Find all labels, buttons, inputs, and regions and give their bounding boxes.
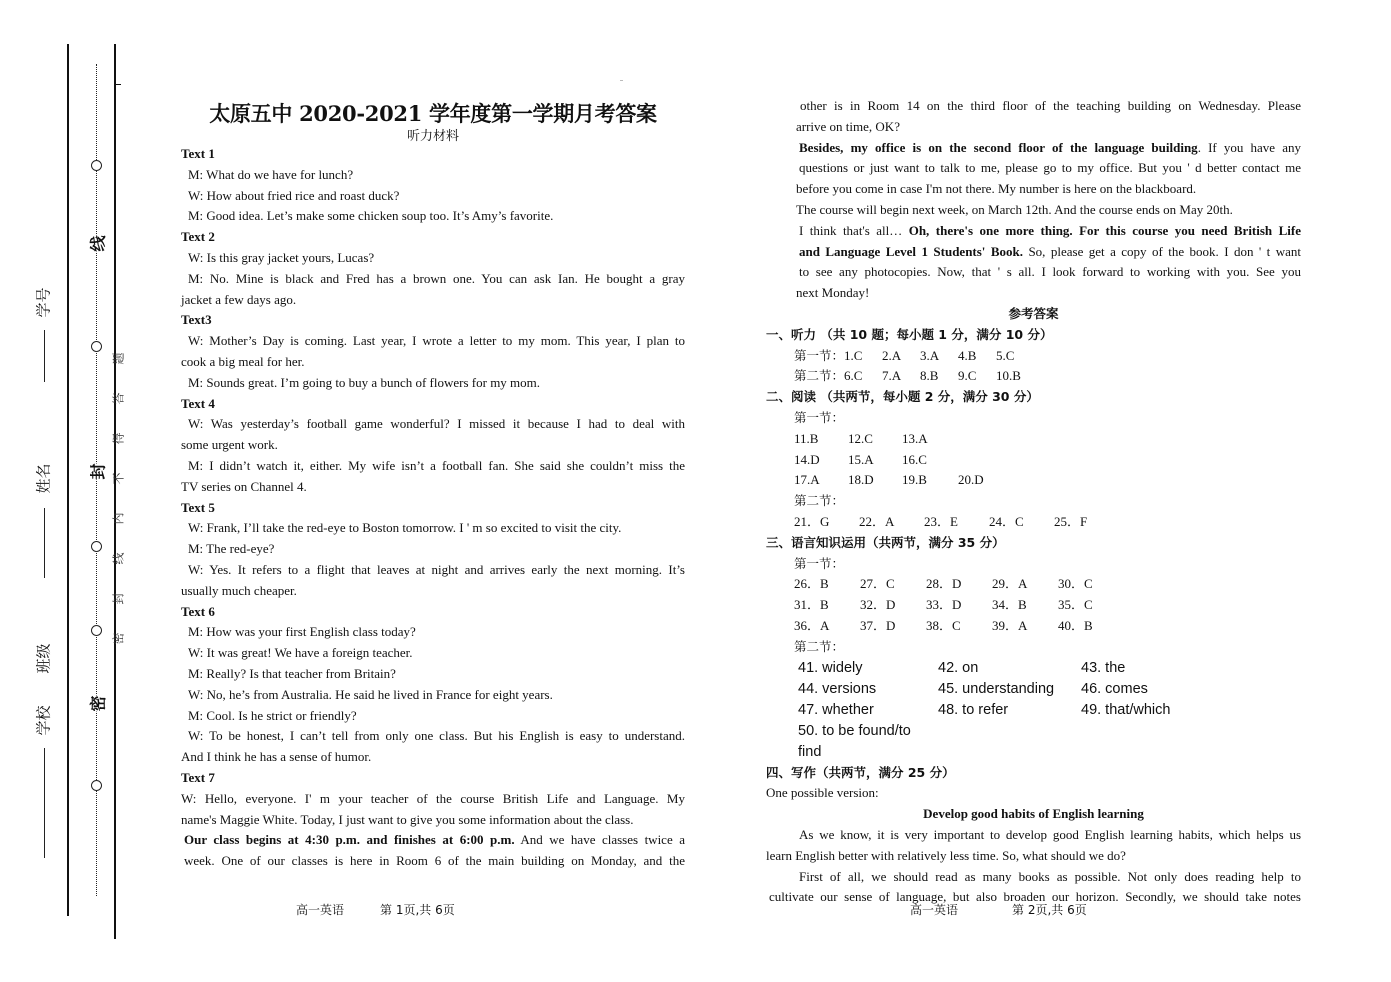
text7-bold-line (181, 830, 685, 851)
answer-item: 42. on (938, 659, 979, 676)
transcript-line: W: Yes. It refers to a flight that leaves at night and arrives early the next morning. It’s (188, 561, 685, 577)
answer-row (766, 700, 1301, 721)
answer-item: 14.D (794, 451, 820, 467)
answer-item: 39．A (992, 617, 1028, 633)
answer-item: 5.C (996, 347, 1015, 363)
margin-tick (114, 84, 121, 85)
transcript-line: W: Was yesterday’s football game wonderful? I missed it because I had to deal with (188, 416, 685, 432)
transcript-line: M: Sounds great. I’m going to buy a bunch of flowers for my mom. (188, 374, 541, 390)
version-label: One possible version: (766, 785, 879, 801)
answer-item: 25．F (1054, 513, 1088, 529)
transcript-line: M: How was your first English class today? (188, 624, 416, 640)
book-bold-1: Oh, there's one more thing. For this course you need British Life (908, 222, 1301, 238)
answer-row (766, 616, 1301, 637)
text-heading: Text 7 (181, 769, 215, 785)
answer-item: 27．C (860, 576, 895, 592)
footer-right-subject: 高一英语 (910, 903, 959, 917)
transcript-line: W: How about fried rice and roast duck? (188, 187, 400, 203)
page-title: 太原五中 2020-2021 学年度第一学期月考答案 (209, 101, 657, 126)
answer-item: 3.A (920, 347, 940, 363)
name-line (44, 508, 45, 578)
answer-row (766, 595, 1301, 616)
essay-line: learn English better with relatively less time. So, what should we do? (766, 847, 1126, 863)
essay-line: First of all, we should read as many books as possible. Not only does reading help to (799, 868, 1301, 884)
answer-item: 20.D (958, 472, 984, 488)
answer-item: 8.B (920, 368, 939, 384)
section4-title: 四、写作（共两节，满分 25 分） (766, 764, 955, 780)
warning-char: 答 (111, 392, 126, 405)
answer-item: 6.C (844, 368, 863, 384)
warning-char: 封 (111, 592, 126, 605)
answer-row (766, 574, 1301, 595)
answer-item: 21．G (794, 513, 830, 529)
transcript-line: other is in Room 14 on the third floor of the teaching building on Wednesday. Please (800, 98, 1301, 113)
answer-item: 45. understanding (938, 680, 1055, 697)
binding-hole-2 (91, 341, 102, 352)
scan-artifact (620, 80, 623, 81)
name-label: 姓名 (34, 463, 53, 494)
answer-item: 9.C (958, 368, 977, 384)
transcript-line: cook a big meal for her. (181, 353, 305, 369)
transcript-line: M: No. Mine is black and Fred has a brown one. You can ask Ian. He bought a gray (188, 270, 685, 286)
answer-row (766, 450, 1301, 471)
listening-subtitle: 听力材料 (406, 129, 459, 144)
text-heading: Text 6 (181, 603, 215, 619)
answer-item: 35．C (1058, 597, 1093, 613)
text-heading: Text 1 (181, 146, 215, 161)
answer-item: 10.B (996, 368, 1021, 384)
thats-all: I think that's all… (799, 222, 909, 238)
transcript-line: to see any photocopies. Now, that ' s all. I look forward to working with you. See you (799, 264, 1301, 280)
seal-dotted-line (96, 64, 97, 896)
transcript-line: W: Frank, I’ll take the red-eye to Boston tomorrow. I ' m so excited to visit the city. (188, 520, 622, 536)
answer-item: 32．D (860, 597, 896, 613)
class-time-rest: And we have classes twice a (514, 832, 685, 848)
answer-item: 1.C (844, 347, 863, 363)
answer-item: 18.D (848, 472, 874, 488)
footer-left-subject: 高一英语 (296, 903, 345, 917)
school-label: 学校 (34, 705, 53, 736)
transcript-line: M: Good idea. Let’s make some chicken soup too. It’s Amy’s favorite. (188, 208, 554, 224)
answer-item: 2.A (882, 347, 902, 363)
answer-row (766, 679, 1301, 700)
transcript-line: arrive on time, OK? (796, 118, 900, 134)
transcript-line: W: It was great! We have a foreign teacher. (188, 645, 413, 661)
class-label: 班级 (34, 643, 53, 674)
transcript-line: usually much cheaper. (181, 582, 297, 598)
answer-item: 34．B (992, 597, 1027, 613)
answer-row (766, 721, 1301, 763)
student-id-label: 学号 (34, 287, 53, 318)
warning-char: 不 (111, 472, 126, 485)
transcript-line: M: Cool. Is he strict or friendly? (188, 707, 357, 723)
transcript-line: M: The red-eye? (188, 541, 275, 557)
margin-inner-line (114, 44, 116, 939)
answer-item: 33．D (926, 597, 962, 613)
answer-item: 12.C (848, 430, 873, 446)
answer-item: 17.A (794, 472, 820, 488)
answer-row (766, 346, 1301, 367)
seal-char-line: 线 (86, 235, 109, 251)
warning-char: 得 (111, 432, 126, 445)
essay-line: As we know, it is very important to develop good English learning habits, which helps us (799, 826, 1301, 842)
answer-item: 7.A (882, 368, 902, 384)
answer-item: 22．A (859, 513, 895, 529)
answer-item: 40．B (1058, 617, 1093, 633)
answers-heading: 参考答案 (1008, 305, 1059, 321)
answer-item: 26．B (794, 576, 829, 592)
text-heading: Text 5 (181, 499, 215, 515)
section1-title: 一、听力 （共 10 题；每小题 1 分，满分 10 分） (766, 326, 1053, 342)
transcript-line: W: To be honest, I can’t tell from only one class. But his English is easy to understand. (188, 728, 685, 744)
section2-title: 二、阅读 （共两节，每小题 2 分，满分 30 分） (766, 389, 1039, 405)
seal-char-seal: 封 (86, 463, 109, 479)
answer-item: 28．D (926, 576, 962, 592)
answer-item: 44. versions (798, 680, 877, 697)
transcript-line: M: Really? Is that teacher from Britain? (188, 665, 396, 681)
text-heading: Text3 (181, 312, 212, 328)
essay-title: Develop good habits of English learning (923, 806, 1144, 822)
answer-item: 13.A (902, 430, 928, 446)
answer-item: 48. to refer (938, 701, 1009, 718)
essay-line: cultivate our sense of language, but also broaden our horizon. Secondly, we should take notes (769, 889, 1301, 905)
warning-char: 内 (111, 512, 126, 525)
warning-char: 线 (111, 552, 126, 565)
margin-outer-line (67, 44, 69, 916)
school-line (44, 748, 45, 858)
transcript-line: W: Is this gray jacket yours, Lucas? (188, 249, 375, 265)
footer-left-page: 第 1页,共 6页 (380, 903, 455, 917)
text-heading: Text 4 (181, 395, 215, 411)
answer-row (766, 429, 1301, 450)
part-label: 第一节： (794, 347, 845, 363)
student-id-line (44, 330, 45, 382)
answer-item: 38．C (926, 617, 961, 633)
binding-hole-3 (91, 541, 102, 552)
binding-hole-4 (91, 625, 102, 636)
answer-item: 4.B (958, 347, 977, 363)
answer-item: 47. whether (798, 701, 874, 718)
answer-row (766, 658, 1301, 679)
transcript-line (766, 221, 1301, 242)
transcript-line: And I think he has a sense of humor. (181, 749, 372, 765)
transcript-line: jacket a few days ago. (181, 291, 297, 307)
section3-title: 三、语言知识运用（共两节，满分 35 分） (766, 534, 1005, 550)
answer-item: 43. the (1081, 659, 1126, 676)
answer-item: 24．C (989, 513, 1024, 529)
text-heading: Text 2 (181, 229, 215, 245)
transcript-line: W: Hello, everyone. I' m your teacher of the course British Life and Language. My (181, 790, 685, 806)
book-bold-2: and Language Level 1 Students' Book. (799, 243, 1024, 259)
answer-item: 16.C (902, 451, 927, 467)
answer-item: 23．E (924, 513, 958, 529)
answer-row (766, 366, 1301, 387)
part-label: 第一节： (794, 555, 845, 571)
transcript-line: TV series on Channel 4. (181, 478, 307, 494)
part-label: 第一节： (794, 409, 845, 425)
listening-transcript (181, 144, 685, 872)
answer-item: 29．A (992, 576, 1028, 592)
seal-char-secret: 密 (86, 695, 109, 711)
transcript-line (766, 242, 1301, 263)
transcript-line: before you come in case I'm not there. My number is here on the blackboard. (796, 181, 1197, 197)
warning-char: 密 (111, 632, 126, 645)
binding-hole-1 (91, 160, 102, 171)
part-label: 第二节： (794, 493, 845, 509)
answer-item: 31．B (794, 597, 829, 613)
warning-char: 题 (111, 352, 126, 365)
part-label: 第二节： (794, 368, 845, 384)
answer-item: 15.A (848, 451, 874, 467)
binding-hole-5 (91, 780, 102, 791)
answer-item: 11.B (794, 430, 819, 446)
answer-item: 19.B (902, 472, 927, 488)
transcript-line: The course will begin next week, on March 12th. And the course ends on May 20th. (796, 201, 1233, 217)
book-rest: So, please get a copy of the book. I don ' t want (1023, 243, 1301, 259)
footer-right-page: 第 2页,共 6页 (1012, 903, 1087, 917)
right-page (766, 96, 1301, 908)
answer-item: 50. to be found/to find (798, 722, 911, 760)
transcript-line: name's Maggie White. Today, I just want to give you some information about the class. (181, 811, 634, 827)
transcript-line (766, 138, 1301, 159)
answer-item: 36．A (794, 617, 830, 633)
office-rest: . If you have any (1197, 139, 1301, 155)
transcript-line: questions or just want to talk to me, please go to my office. But you ' d better contact me (799, 160, 1301, 176)
answer-item: 49. that/which (1081, 701, 1171, 718)
answer-item: 30．C (1058, 576, 1093, 592)
part-label: 第二节： (794, 638, 845, 654)
answer-item: 46. comes (1081, 680, 1148, 697)
transcript-line: W: Mother’s Day is coming. Last year, I wrote a letter to my mom. This year, I plan to (188, 333, 685, 349)
transcript-line: next Monday! (796, 285, 870, 301)
answer-item: 37．D (860, 617, 896, 633)
transcript-line: M: I didn’t watch it, either. My wife isn’t a football fan. She said she couldn’t miss the (188, 457, 685, 473)
transcript-line: W: No, he’s from Australia. He said he lived in France for eight years. (188, 686, 553, 702)
answer-item: 41. widely (798, 659, 863, 676)
transcript-line: M: What do we have for lunch? (188, 166, 354, 182)
transcript-line: some urgent work. (181, 437, 278, 453)
office-bold: Besides, my office is on the second floor of the language building (799, 139, 1198, 155)
text7-last-line: week. One of our classes is here in Room 6 of the main building on Monday, and the (184, 853, 685, 869)
answer-row (766, 470, 1301, 491)
class-time-bold: Our class begins at 4:30 p.m. and finishes at 6:00 p.m. (184, 832, 515, 848)
